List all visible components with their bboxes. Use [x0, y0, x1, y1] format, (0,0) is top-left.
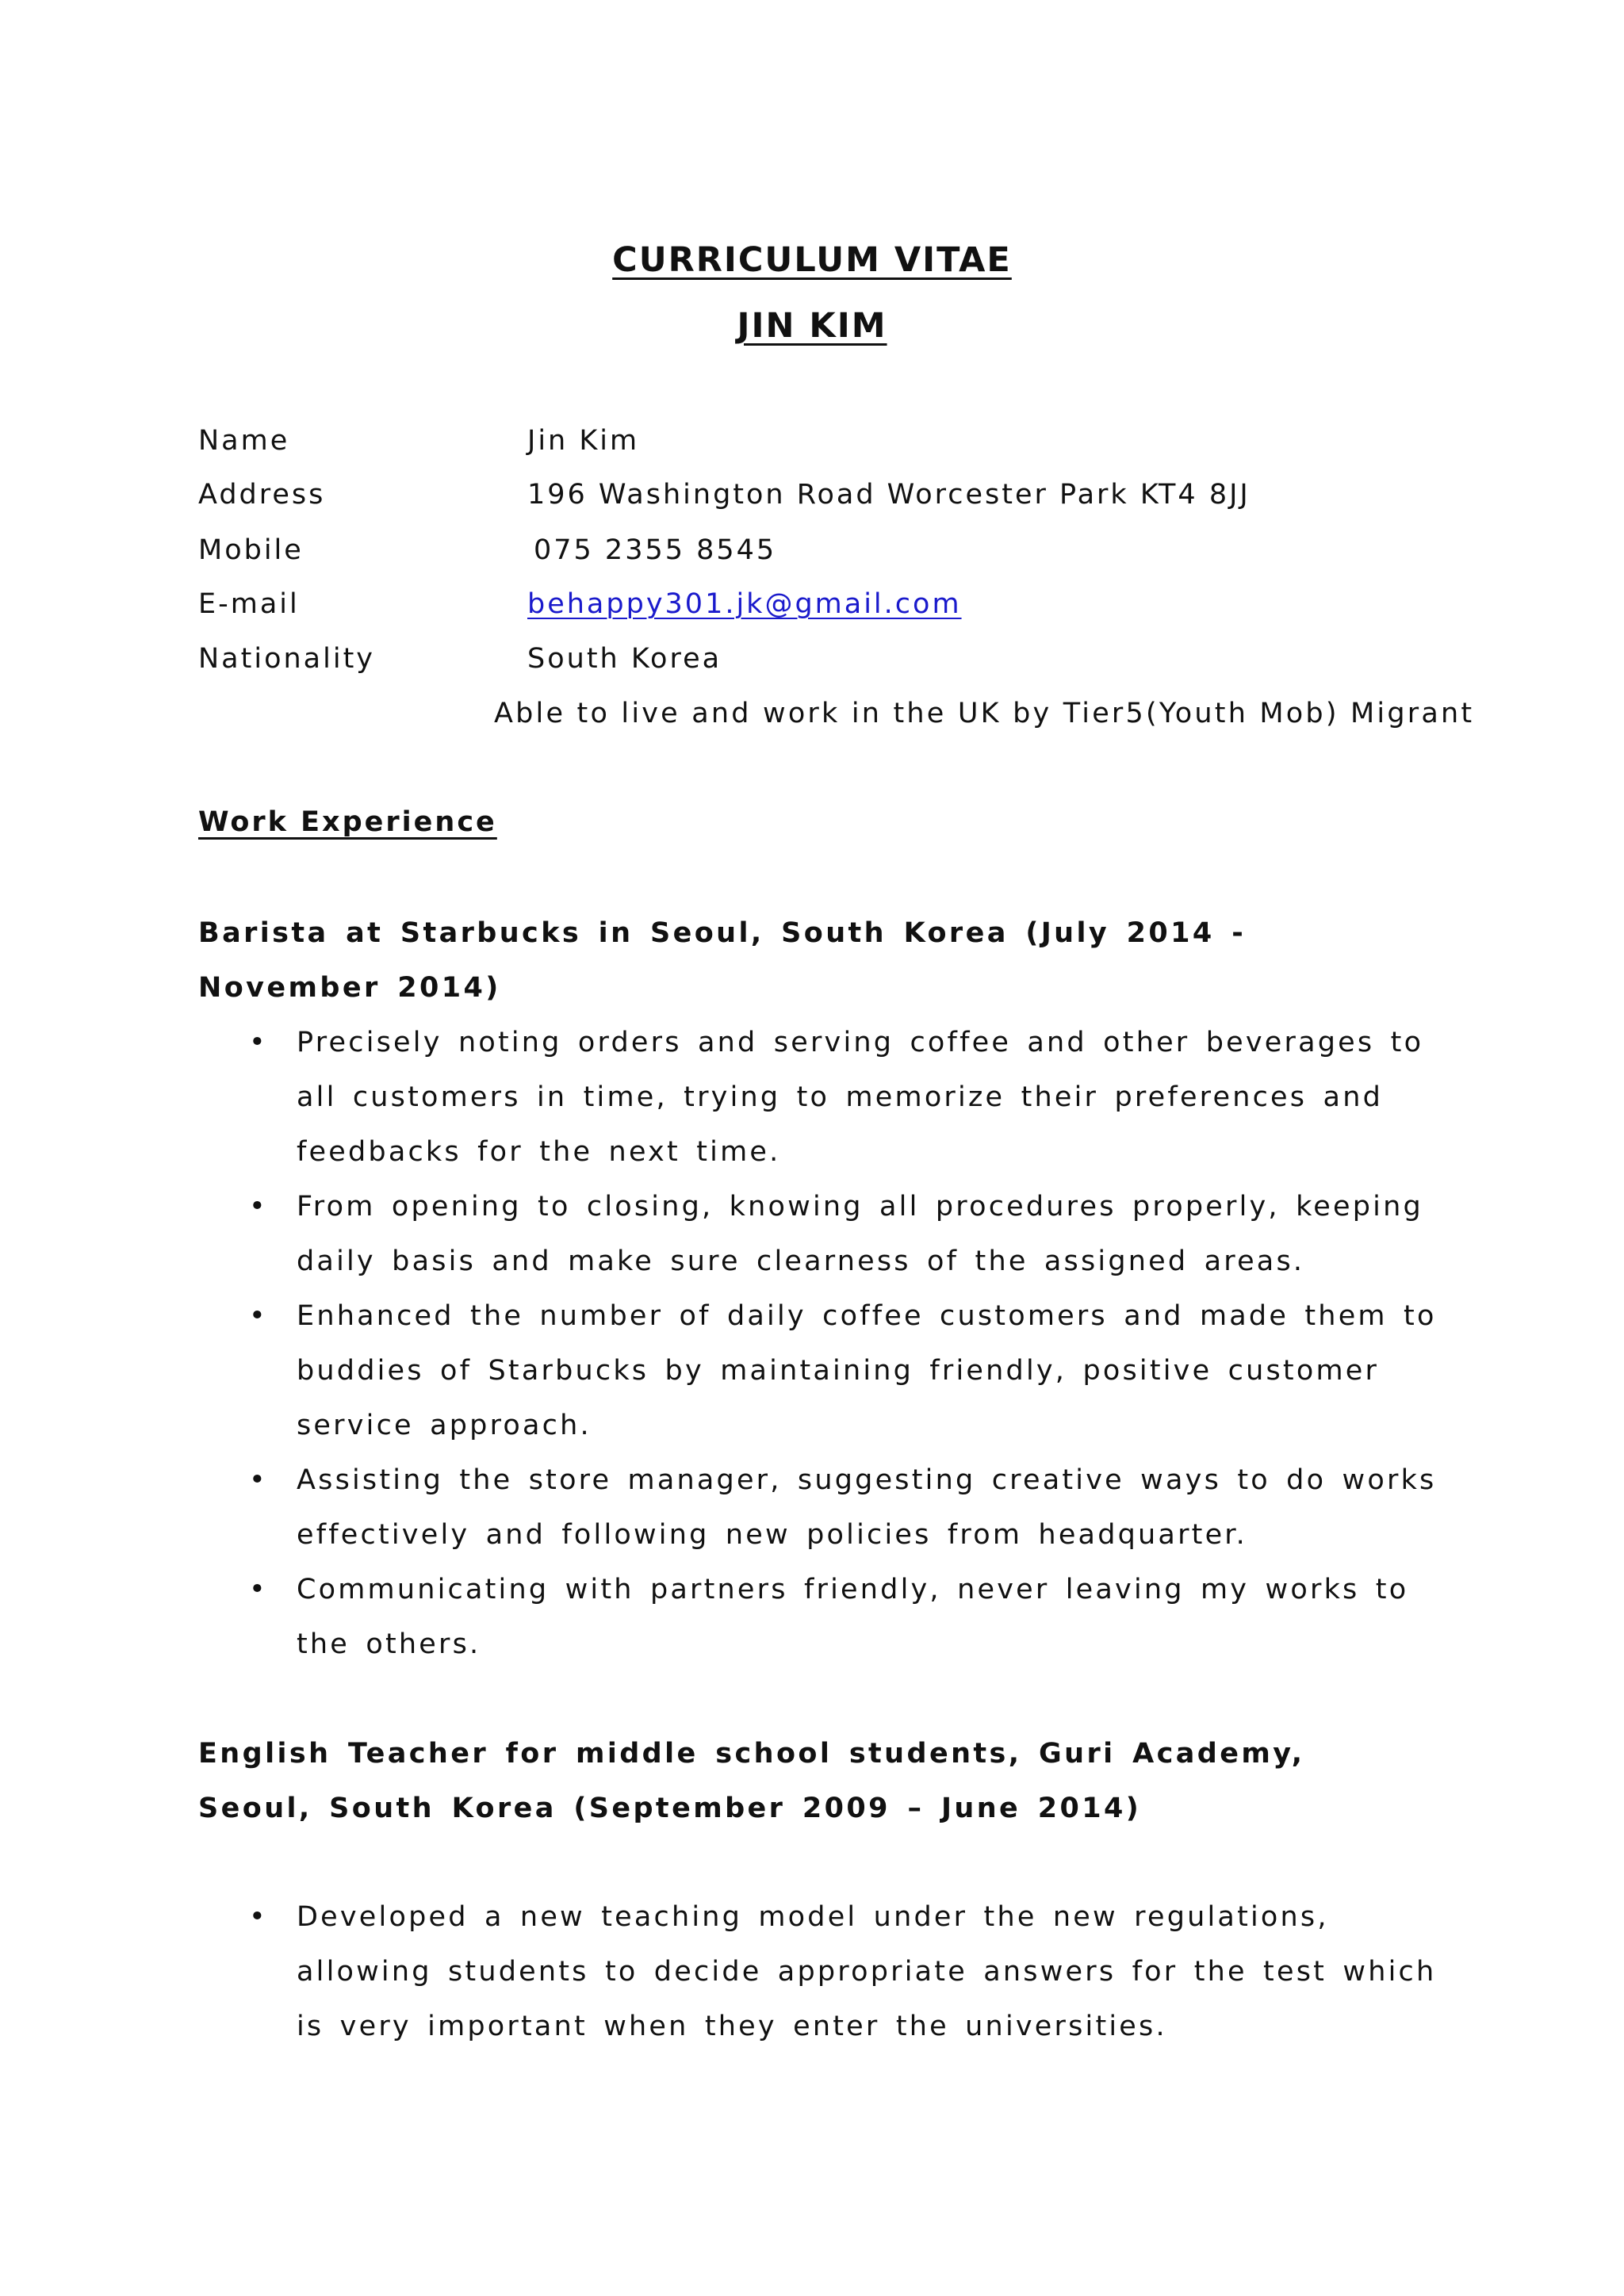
teacher-duties-list — [246, 1890, 1451, 2054]
info-value-nationality: South Korea — [527, 643, 722, 675]
document-title-text: CURRICULUM VITAE — [612, 240, 1012, 280]
info-label-email: E-mail — [198, 588, 300, 620]
list-item — [246, 1289, 1451, 1453]
visa-status-note: Able to live and work in the UK by Tier5(Youth Mob) Migrant — [494, 698, 1475, 729]
candidate-name-text: JIN KIM — [737, 306, 887, 346]
job-title-barista: Barista at Starbucks in Seoul, South Korea (July 2014 - November 2014) — [198, 917, 1247, 1004]
list-item — [246, 1180, 1451, 1289]
list-item-text: Communicating with partners friendly, never leaving my works to the others. — [297, 1574, 1409, 1660]
email-link[interactable]: behappy301.jk@gmail.com — [527, 588, 962, 620]
info-value-name: Jin Kim — [527, 425, 640, 457]
info-value-mobile: 075 2355 8545 — [534, 534, 777, 566]
document-title — [0, 240, 1624, 280]
info-label-address: Address — [198, 479, 326, 511]
bullet-dot-icon: • — [249, 1901, 268, 1933]
info-label-mobile: Mobile — [198, 534, 304, 566]
info-label-name: Name — [198, 425, 290, 457]
bullet-dot-icon: • — [249, 1300, 268, 1332]
list-item — [246, 1016, 1451, 1180]
list-item-text: Precisely noting orders and serving coffee and other beverages to all customers in time, trying to memorize their preferences and feedbacks for the next time. — [297, 1027, 1424, 1168]
work-experience-heading: Work Experience — [198, 806, 497, 838]
info-value-address: 196 Washington Road Worcester Park KT4 8JJ — [527, 479, 1251, 511]
list-item-text: Assisting the store manager, suggesting creative ways to do works effectively and following new policies from headquarter. — [297, 1464, 1437, 1551]
list-item-text: Developed a new teaching model under the new regulations, allowing students to decide appropriate answers for the test which is very important when they enter the universities. — [297, 1901, 1437, 2042]
list-item-text: Enhanced the number of daily coffee customers and made them to buddies of Starbucks by maintaining friendly, positive customer service approach. — [297, 1300, 1437, 1441]
bullet-dot-icon: • — [249, 1574, 268, 1605]
bullet-dot-icon: • — [249, 1191, 268, 1223]
candidate-name-heading — [0, 306, 1624, 346]
list-item-text: From opening to closing, knowing all procedures properly, keeping daily basis and make sure clearness of the assigned areas. — [297, 1191, 1423, 1277]
list-item — [246, 1890, 1451, 2054]
bullet-dot-icon: • — [249, 1464, 268, 1496]
list-item — [246, 1563, 1451, 1672]
list-item — [246, 1453, 1451, 1563]
barista-duties-list — [246, 1016, 1451, 1672]
info-label-nationality: Nationality — [198, 643, 376, 675]
bullet-dot-icon: • — [249, 1027, 268, 1058]
job-title-english-teacher: English Teacher for middle school students, Guri Academy, Seoul, South Korea (September 2009 – June 2014) — [198, 1738, 1305, 1824]
